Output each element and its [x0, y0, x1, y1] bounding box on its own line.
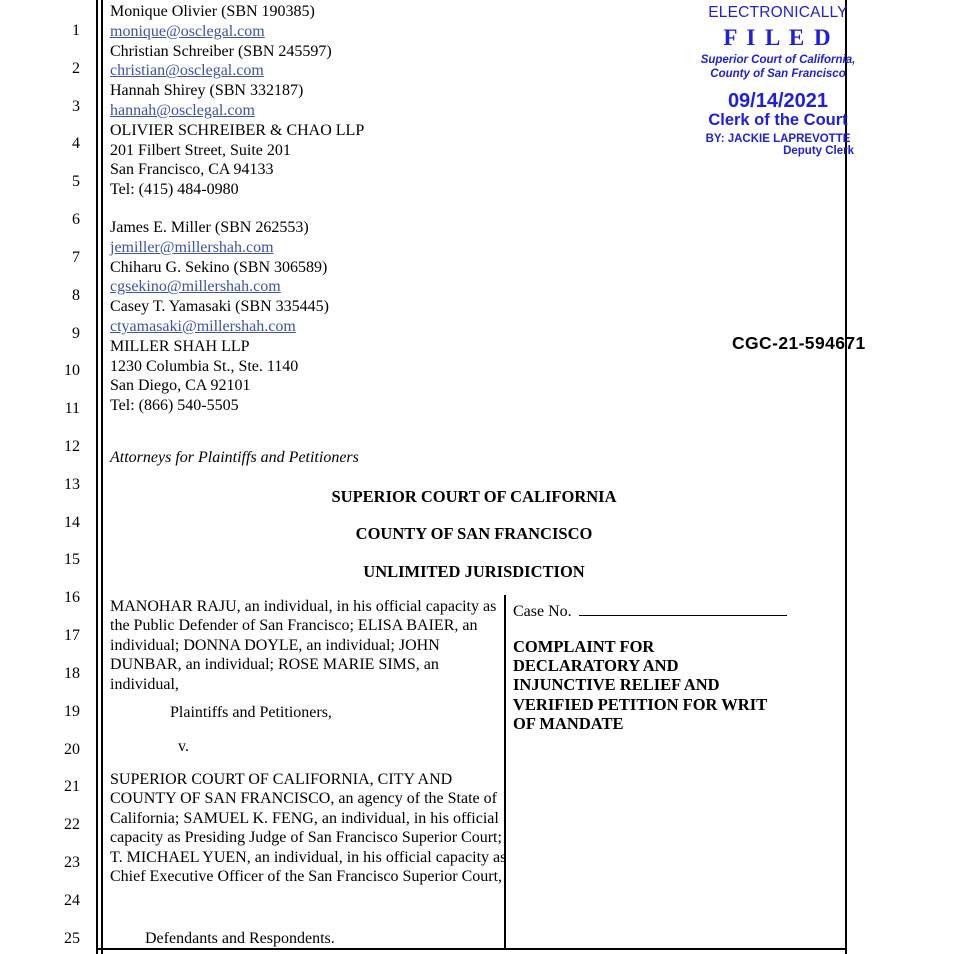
stamp-deputy-title: Deputy Clerk: [783, 145, 854, 157]
efiling-stamp: [698, 4, 858, 157]
line-number: 20: [64, 740, 80, 758]
line-number: 1: [72, 22, 80, 39]
line-number: 2: [72, 59, 80, 77]
line-number: 14: [64, 513, 80, 531]
line-number: 10: [64, 362, 80, 380]
attorney-line: Christian Schreiber (SBN 245597): [110, 42, 332, 60]
attorney-line: OLIVIER SCHREIBER & CHAO LLP: [110, 121, 365, 139]
attorney-line: 201 Filbert Street, Suite 201: [110, 141, 291, 159]
email-link[interactable]: monique@osclegal.com: [110, 22, 265, 40]
document-title-line: OF MANDATE: [513, 713, 624, 733]
heading-jurisdiction: UNLIMITED JURISDICTION: [363, 562, 585, 581]
line-number: 9: [72, 324, 80, 342]
email-link[interactable]: cgsekino@millershah.com: [110, 278, 281, 296]
document-title-line: DECLARATORY AND: [513, 656, 679, 676]
line-number: 25: [64, 929, 80, 947]
attorney-block-osc: [110, 2, 364, 200]
line-number: 16: [64, 589, 80, 607]
plaintiffs-label: Plaintiffs and Petitioners,: [170, 704, 332, 721]
line-number: 4: [72, 135, 80, 153]
line-number: 3: [72, 97, 80, 115]
heading-superior-court: SUPERIOR COURT OF CALIFORNIA: [331, 487, 617, 506]
versus-label: v.: [178, 738, 189, 755]
document-title-line: VERIFIED PETITION FOR WRIT: [513, 694, 768, 714]
line-number: 18: [64, 664, 80, 682]
line-number: 6: [72, 211, 80, 229]
attorney-line: MILLER SHAH LLP: [110, 337, 250, 355]
case-number-stamp: CGC-21-594671: [732, 333, 866, 353]
defendants-label: Defendants and Respondents.: [145, 930, 335, 947]
attorney-block-millershah: [110, 218, 329, 416]
email-link[interactable]: hannah@osclegal.com: [110, 101, 255, 119]
line-number: 8: [72, 286, 80, 304]
line-number: 11: [64, 400, 80, 418]
attorney-line: James E. Miller (SBN 262553): [110, 219, 309, 236]
attorney-line: 1230 Columbia St., Ste. 1140: [110, 357, 299, 375]
document-title: [513, 637, 823, 733]
stamp-electronically-text: ELECTRONICALLY: [708, 4, 848, 21]
attorney-line: Tel: (415) 484-0980: [110, 181, 239, 199]
defendants-paragraph: SUPERIOR COURT OF CALIFORNIA, CITY AND COUNTY OF SAN FRANCISCO, an agency of the State of California; SAMUEL K. FENG, an individual, in his official capacity as Presiding Judge of San Francisco Superior Court; T. MICHAEL YUEN, an individual, in his official capacity as Chief Executive Officer of the San Francisco Superior Court,: [110, 771, 507, 886]
line-number: 17: [64, 627, 80, 645]
line-number: 21: [64, 778, 80, 796]
heading-county: COUNTY OF SAN FRANCISCO: [355, 524, 593, 543]
attorney-line: Casey T. Yamasaki (SBN 335445): [110, 298, 329, 316]
document-title-line: INJUNCTIVE RELIEF AND: [513, 675, 720, 695]
email-link[interactable]: christian@osclegal.com: [110, 62, 264, 80]
line-number: 22: [64, 816, 80, 834]
stamp-filing-date: 09/14/2021: [727, 90, 829, 112]
document-title-line: COMPLAINT FOR: [513, 637, 655, 656]
stamp-court-name: Superior Court of California, County of San Francisco: [700, 54, 856, 80]
attorney-line: Tel: (866) 540-5505: [110, 397, 239, 415]
line-number: 15: [64, 551, 80, 569]
pleading-left-double-rule: [96, 0, 103, 954]
line-number: 12: [64, 438, 80, 456]
line-number: 24: [64, 891, 80, 909]
stamp-deputy-name: BY: JACKIE LAPREVOTTE: [705, 133, 851, 145]
attorney-line: Chiharu G. Sekino (SBN 306589): [110, 258, 328, 276]
line-number: 23: [64, 854, 80, 872]
stamp-clerk-text: Clerk of the Court: [708, 111, 848, 129]
stamp-filed-text: F I L E D: [723, 25, 833, 50]
caption-bottom-rule: [98, 948, 845, 950]
email-link[interactable]: jemiller@millershah.com: [110, 238, 274, 256]
attorney-line: San Francisco, CA 94133: [110, 161, 274, 179]
line-number: 13: [64, 475, 80, 493]
line-number: 19: [64, 702, 80, 720]
attorney-line: San Diego, CA 92101: [110, 377, 251, 395]
plaintiffs-paragraph: MANOHAR RAJU, an individual, in his official capacity as the Public Defender of San Francisco; ELISA BAIER, an individual; DONNA DOYLE, an individual; JOHN DUNBAR, an individual; ROSE MARIE SIMS, an individual,: [110, 598, 497, 693]
attorneys-for-line: Attorneys for Plaintiffs and Petitioners: [110, 449, 359, 466]
email-link[interactable]: ctyamasaki@millershah.com: [110, 317, 296, 335]
attorney-line: Monique Olivier (SBN 190385): [110, 3, 315, 20]
case-number-label: Case No.: [513, 603, 572, 620]
line-number: 7: [72, 248, 80, 266]
line-number: 5: [72, 173, 80, 191]
attorney-line: Hannah Shirey (SBN 332187): [110, 82, 304, 100]
case-number-blank-line: [579, 600, 787, 616]
case-number-row: [513, 600, 787, 621]
